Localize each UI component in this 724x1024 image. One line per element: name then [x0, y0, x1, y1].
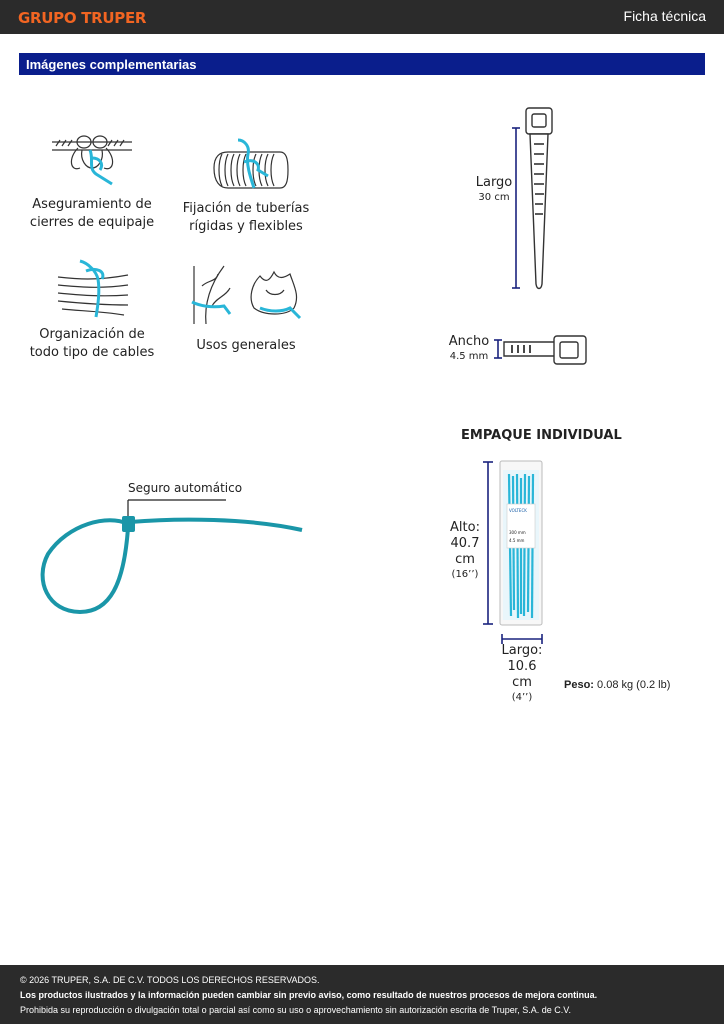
cable-bundle-icon: [56, 255, 130, 319]
product-width-label: Ancho 4.5 mm: [448, 334, 490, 362]
usage-label-pipes: Fijación de tuberías rígidas y flexibles: [182, 201, 310, 234]
brand-logo: GRUPO TRUPER: [18, 9, 147, 27]
package-length-label: Largo: 10.6 cm (4’’): [501, 643, 543, 703]
package-width-text: 4.5 mm: [509, 538, 525, 543]
cable-tie-horizontal-drawing: [492, 332, 592, 368]
package-height-label: Alto: 40.7 cm (16’’): [450, 520, 480, 580]
flexible-pipe-icon: [210, 136, 290, 194]
usage-label-cables: Organización de todo tipo de cables: [29, 327, 155, 360]
package-brand-text: VOLTECK: [509, 508, 527, 513]
section-header: [19, 53, 705, 75]
header-bar: [0, 0, 724, 34]
usage-label-luggage: Aseguramiento de cierres de equipaje: [29, 197, 155, 230]
package-title: EMPAQUE INDIVIDUAL: [461, 428, 622, 443]
package-bag-image: [499, 460, 543, 626]
product-length-label: Largo 30 cm: [475, 175, 513, 203]
footer-copyright: © 2026 TRUPER, S.A. DE C.V. TODOS LOS DERECHOS RESERVADOS.: [20, 975, 320, 985]
general-use-icon: [190, 262, 306, 328]
package-size-text: 300 mm: [509, 530, 526, 535]
usage-label-general: Usos generales: [196, 338, 296, 353]
footer-disclaimer: Los productos ilustrados y la información pueden cambiar sin previo aviso, como resultado de nuestros procesos de mejora continua.: [20, 990, 598, 1000]
cable-tie-loop-drawing: [38, 494, 308, 620]
footer-legal: Prohibida su reproducción o divulgación total o parcial así como su uso o aprovechamiento sin autorización escrita de Truper, S.A. de C.V.: [20, 1005, 571, 1015]
document-type: Ficha técnica: [623, 8, 706, 24]
feature-label: Seguro automático: [128, 481, 243, 495]
luggage-zipper-icon: [50, 128, 134, 190]
footer: [0, 965, 724, 1024]
package-weight: Peso: 0.08 kg (0.2 lb): [564, 679, 671, 691]
section-title: Imágenes complementarias: [26, 57, 197, 72]
